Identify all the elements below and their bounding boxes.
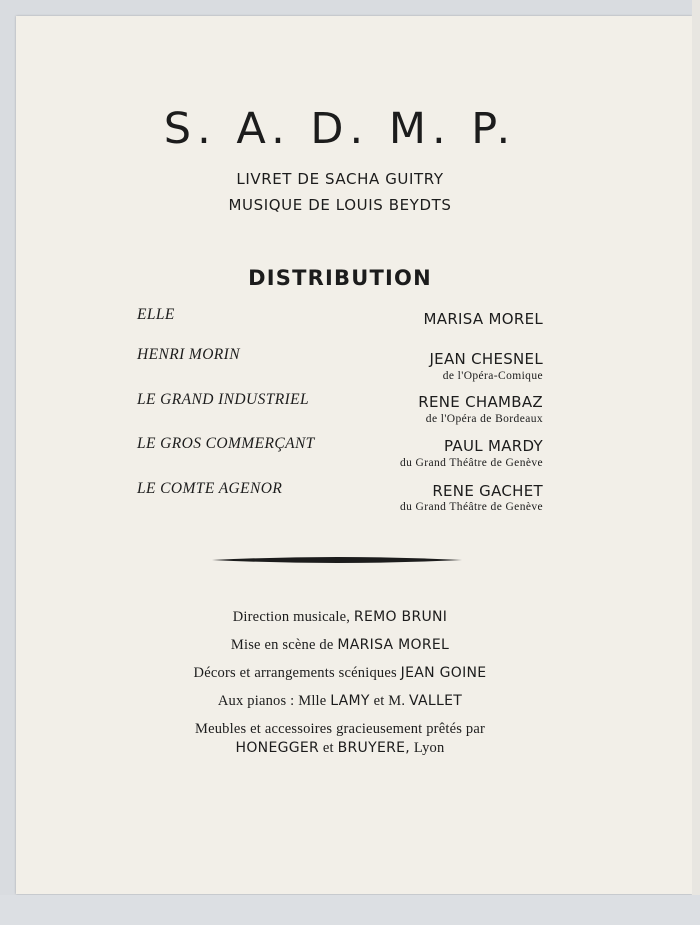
credit-city: Lyon bbox=[413, 740, 445, 756]
credit-connector: et bbox=[322, 740, 334, 756]
cast-affiliation: du Grand Théâtre de Genève bbox=[399, 457, 543, 469]
musical-direction bbox=[0, 609, 700, 626]
cast-role: LE GRAND INDUSTRIEL bbox=[137, 391, 310, 408]
staging-credit bbox=[0, 637, 700, 654]
cast-actor: MARISA MOREL bbox=[423, 310, 543, 328]
cast-affiliation: de l'Opéra de Bordeaux bbox=[425, 413, 543, 425]
decor-credit bbox=[0, 665, 700, 682]
credit-name: LAMY bbox=[330, 693, 370, 709]
credit-name: REMO BRUNI bbox=[353, 609, 448, 625]
scan-bottom bbox=[0, 895, 700, 925]
pianos-credit bbox=[0, 693, 700, 710]
credit-name: VALLET bbox=[409, 693, 463, 709]
credit-label: Mise en scène de bbox=[230, 637, 334, 653]
program-title: S. A. D. M. P. bbox=[163, 104, 517, 154]
credit-label: Direction musicale, bbox=[232, 609, 351, 625]
cast-affiliation: du Grand Théâtre de Genève bbox=[399, 501, 543, 513]
cast-actor: RENE CHAMBAZ bbox=[418, 393, 543, 411]
cast-role: ELLE bbox=[137, 306, 175, 323]
cast-role: LE COMTE AGENOR bbox=[137, 480, 283, 497]
credit-name: BRUYERE, bbox=[337, 740, 411, 756]
credit-name: HONEGGER bbox=[235, 740, 320, 756]
cast-actor: PAUL MARDY bbox=[444, 437, 543, 455]
distribution-heading: DISTRIBUTION bbox=[248, 266, 432, 290]
cast-role: LE GROS COMMERÇANT bbox=[137, 435, 315, 452]
credit-label: Aux pianos : Mlle bbox=[217, 693, 327, 709]
cast-affiliation: de l'Opéra-Comique bbox=[442, 370, 543, 382]
furniture-credit bbox=[0, 721, 700, 738]
libretto-credit: LIVRET DE SACHA GUITRY bbox=[236, 170, 444, 188]
ornamental-divider bbox=[212, 555, 462, 565]
credit-label: Décors et arrangements scéniques bbox=[193, 665, 397, 681]
music-credit: MUSIQUE DE LOUIS BEYDTS bbox=[228, 196, 452, 214]
cast-actor: RENE GACHET bbox=[432, 482, 543, 500]
credit-label: Meubles et accessoires gracieusement prêtés par bbox=[194, 721, 485, 737]
cast-actor: JEAN CHESNEL bbox=[429, 350, 543, 368]
credit-name: MARISA MOREL bbox=[337, 637, 450, 653]
credit-connector: et M. bbox=[373, 693, 406, 709]
furniture-lenders bbox=[0, 740, 700, 757]
credit-name: JEAN GOINE bbox=[400, 665, 487, 681]
cast-role: HENRI MORIN bbox=[137, 346, 240, 363]
